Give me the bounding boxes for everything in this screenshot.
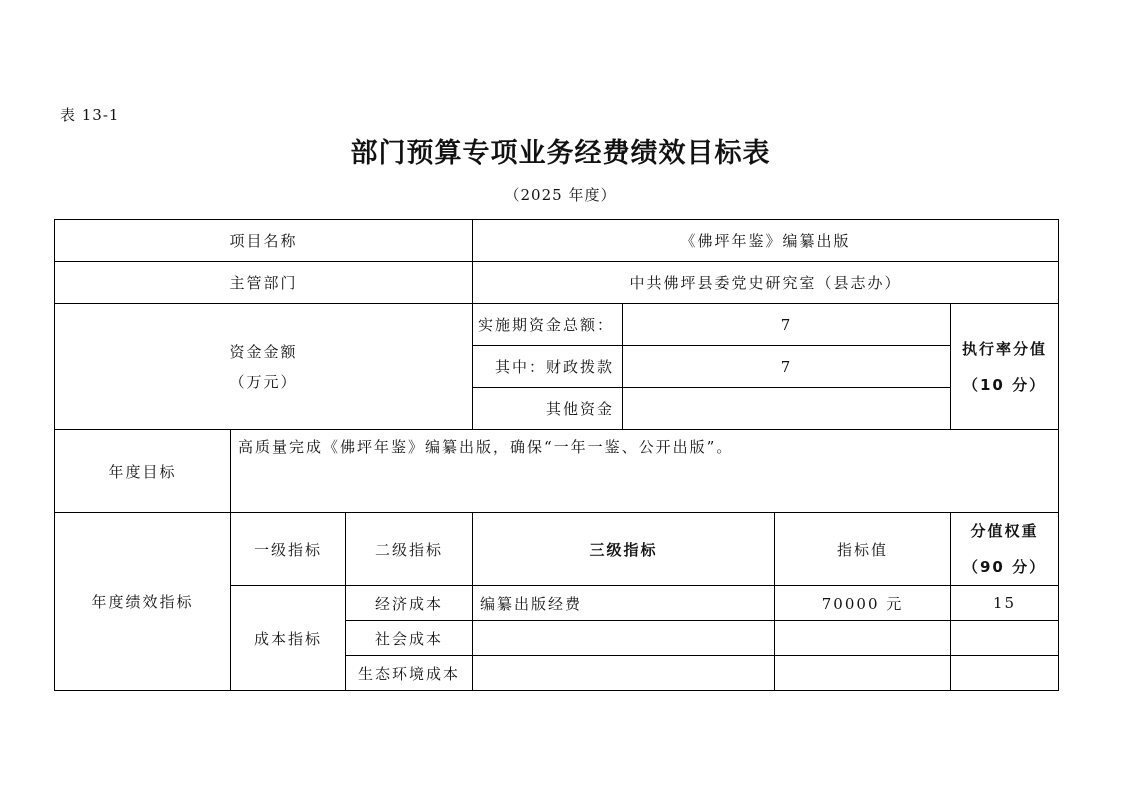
table-number: 表 13-1 xyxy=(60,106,120,124)
department-label: 主管部门 xyxy=(55,262,473,304)
indicator-value xyxy=(775,621,951,656)
level3-indicator xyxy=(473,656,775,691)
project-name-label: 项目名称 xyxy=(55,220,473,262)
weight-header xyxy=(951,513,1059,586)
funds-amount-label-unit: （万元） xyxy=(229,372,298,391)
other-funds-label: 其他资金 xyxy=(473,388,623,430)
indicator-weight: 15 xyxy=(951,586,1059,621)
indicator-value xyxy=(775,656,951,691)
indicator-value-header: 指标值 xyxy=(775,513,951,586)
annual-performance-indicators-label: 年度绩效指标 xyxy=(55,513,231,691)
indicator-value: 70000 元 xyxy=(775,586,951,621)
department-row xyxy=(55,262,1059,304)
level3-indicator-header: 三级指标 xyxy=(473,513,775,586)
total-funds-label: 实施期资金总额： xyxy=(473,304,623,346)
project-name-value: 《佛坪年鉴》编纂出版 xyxy=(473,220,1059,262)
annual-goal-label: 年度目标 xyxy=(55,430,231,513)
level2-indicator: 社会成本 xyxy=(346,621,473,656)
execution-rate-score xyxy=(951,304,1059,430)
funds-amount-label xyxy=(55,304,473,430)
level2-indicator: 生态环境成本 xyxy=(346,656,473,691)
indicator-weight xyxy=(951,621,1059,656)
level2-indicator-header: 二级指标 xyxy=(346,513,473,586)
cost-indicator-group: 成本指标 xyxy=(231,586,346,691)
weight-header-points: （90 分） xyxy=(962,558,1047,576)
project-name-row xyxy=(55,220,1059,262)
total-funds-value: 7 xyxy=(623,304,951,346)
other-funds-value xyxy=(623,388,951,430)
execution-rate-label: 执行率分值 xyxy=(962,339,1048,358)
department-value: 中共佛坪县委党史研究室（县志办） xyxy=(473,262,1059,304)
fiscal-funds-label: 其中：财政拨款 xyxy=(473,346,623,388)
level1-indicator-header: 一级指标 xyxy=(231,513,346,586)
performance-target-table xyxy=(54,219,1059,691)
funds-total-row xyxy=(55,304,1059,346)
annual-goal-text: 高质量完成《佛坪年鉴》编纂出版，确保“一年一鉴、公开出版”。 xyxy=(231,430,1059,513)
funds-amount-label-line1: 资金金额 xyxy=(229,342,298,361)
weight-header-label: 分值权重 xyxy=(970,522,1039,540)
indicator-header-row xyxy=(55,513,1059,586)
page-title: 部门预算专项业务经费绩效目标表 xyxy=(350,138,771,169)
level3-indicator: 编纂出版经费 xyxy=(473,586,775,621)
level3-indicator xyxy=(473,621,775,656)
execution-rate-points: （10 分） xyxy=(962,375,1047,394)
level2-indicator: 经济成本 xyxy=(346,586,473,621)
indicator-weight xyxy=(951,656,1059,691)
annual-goal-row xyxy=(55,430,1059,513)
fiscal-funds-value: 7 xyxy=(623,346,951,388)
fiscal-year: （2025 年度） xyxy=(504,186,617,204)
